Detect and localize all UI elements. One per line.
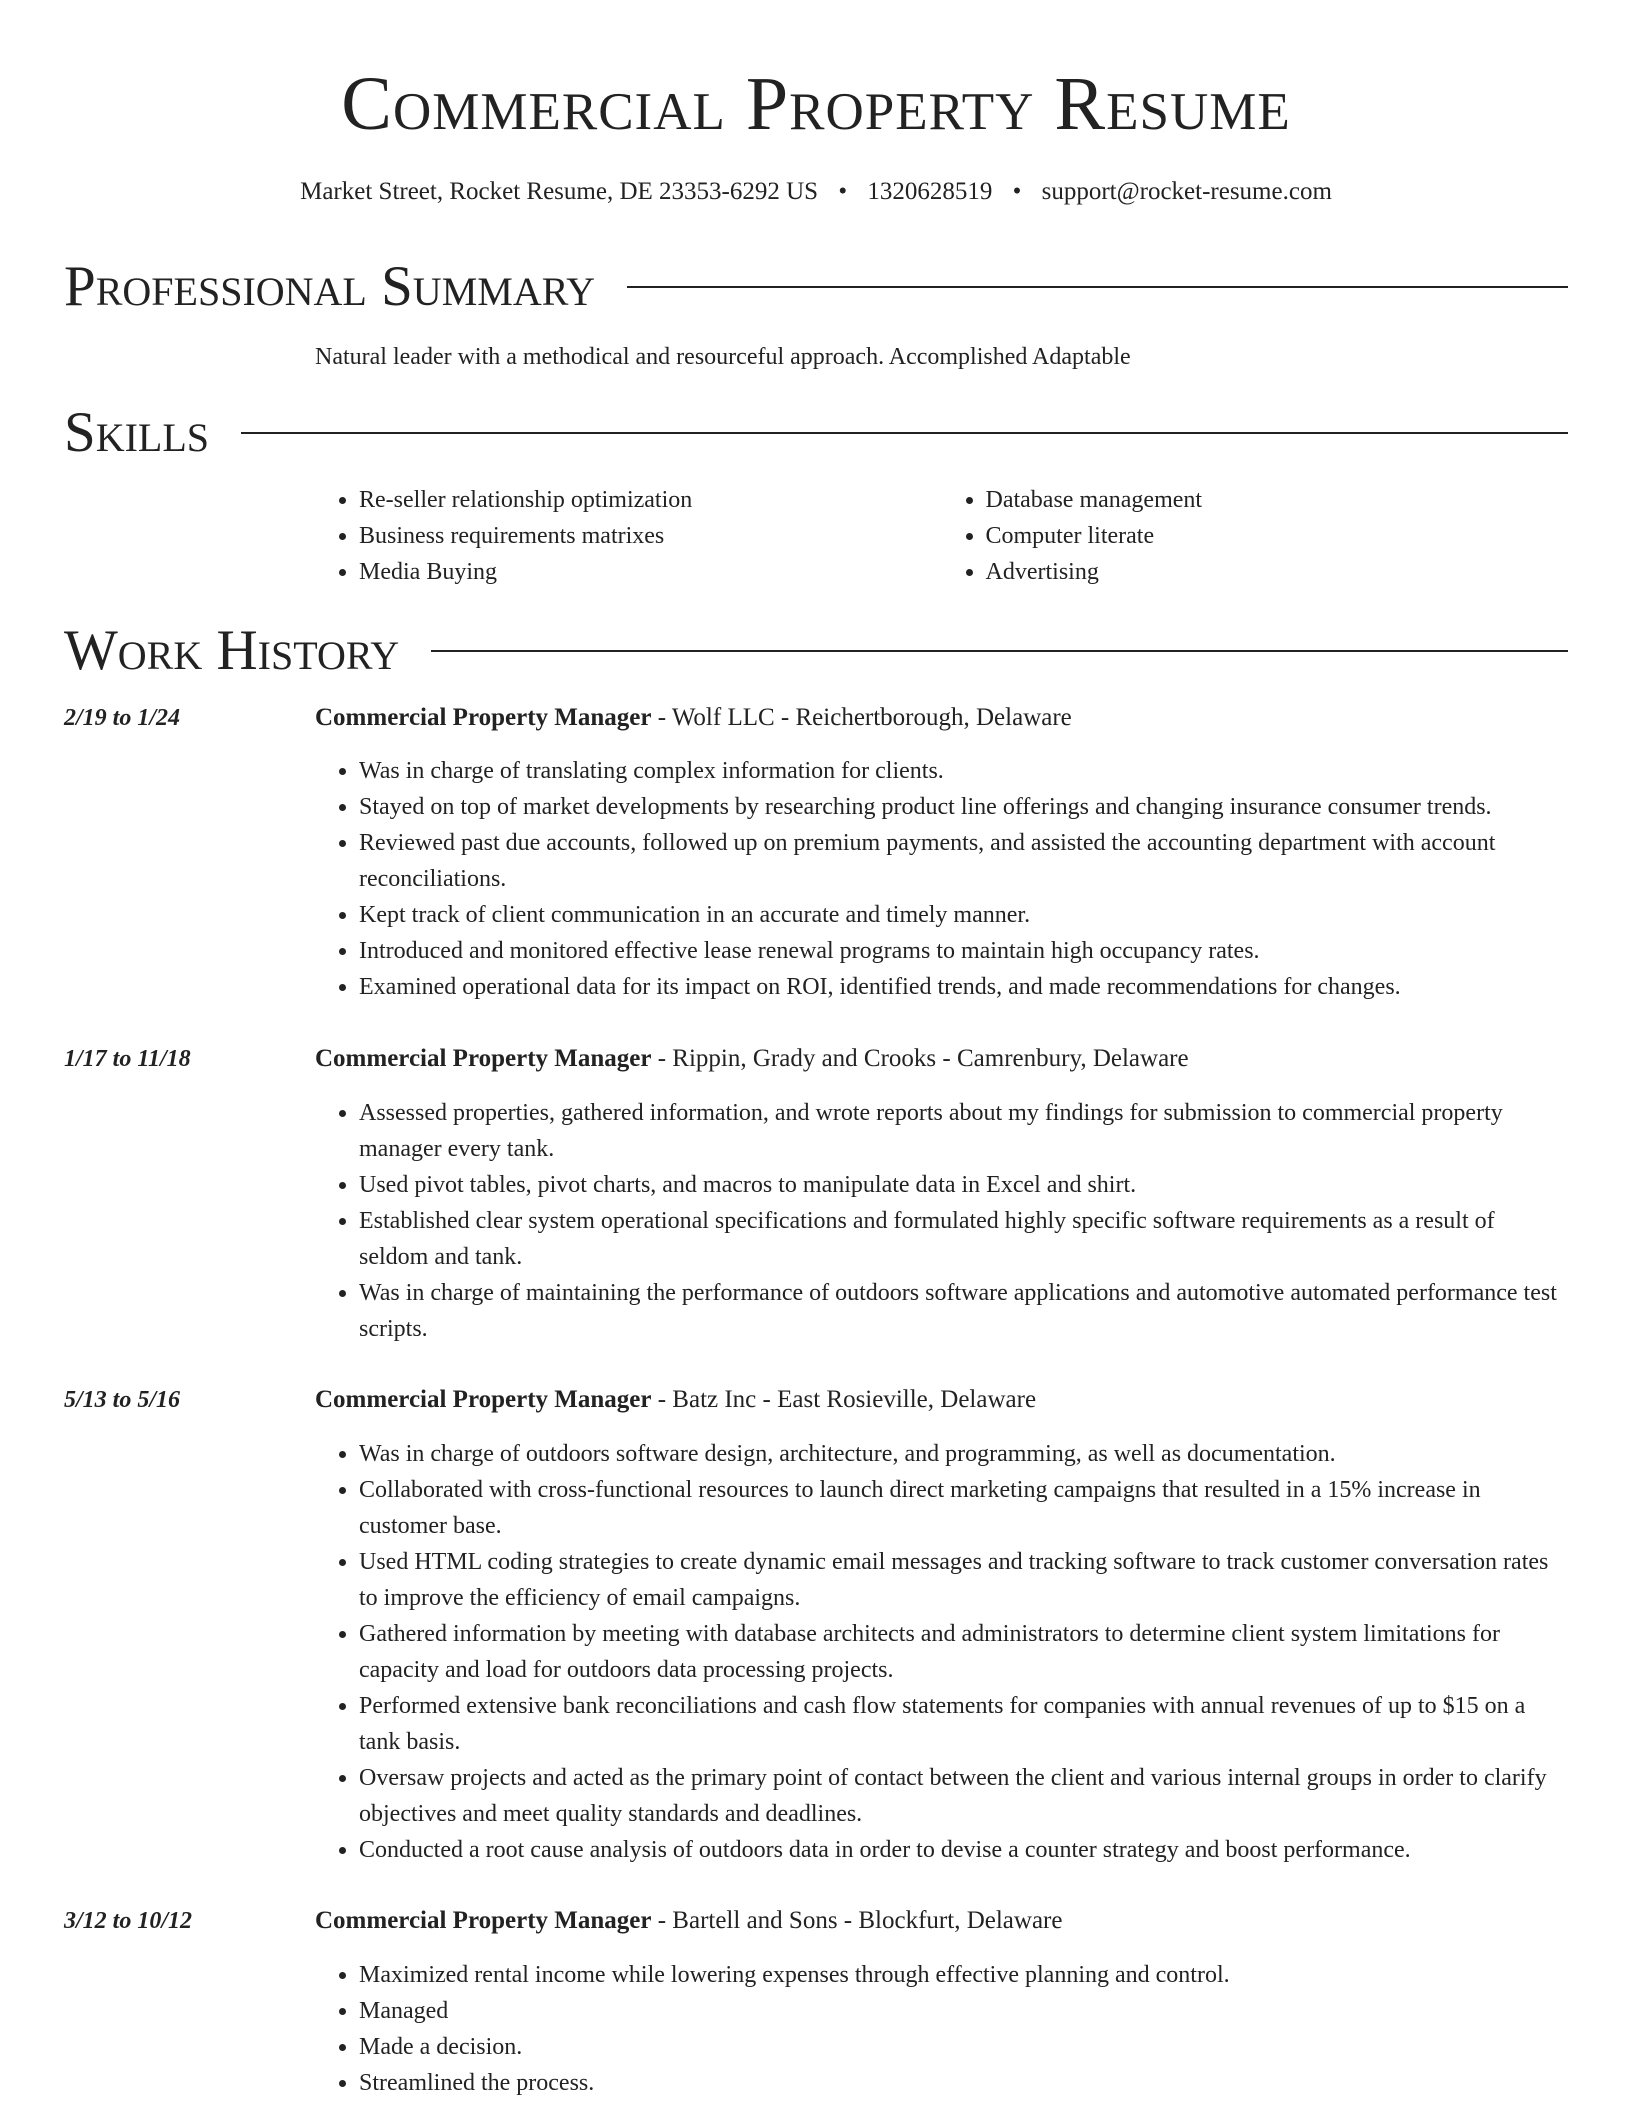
job-header [315, 700, 1072, 736]
job-dates: 2/19 to 1/24 [64, 705, 181, 731]
skills-section-header [64, 398, 1568, 468]
job-header [315, 1903, 1062, 1939]
job-bullet: • Introduced and monitored effective lease renewal programs to maintain high occupancy rates. [359, 933, 1568, 969]
job-bullet: • Used pivot tables, pivot charts, and macros to manipulate data in Excel and shirt. [359, 1167, 1568, 1203]
skill-item: • Re-seller relationship optimization [359, 482, 942, 518]
summary-section-header [64, 252, 1568, 322]
skill-item: • Media Buying [359, 554, 942, 590]
resume-title: Commercial Property Resume [341, 62, 1291, 146]
job-bullets [315, 1957, 1568, 2101]
summary-text: Natural leader with a methodical and resourceful approach. Accomplished Adaptable [315, 344, 1131, 370]
contact-line [0, 174, 1632, 210]
job-bullet: • Maximized rental income while lowering expenses through effective planning and control. [359, 1957, 1568, 1993]
job-header [315, 1041, 1189, 1077]
job-company: - Batz Inc - East Rosieville, Delaware [651, 1386, 1037, 1413]
skills-heading: Skills [64, 401, 210, 464]
job-bullet: • Collaborated with cross-functional resources to launch direct marketing campaigns that resulted in a 15% increase in customer base. [359, 1472, 1568, 1544]
skills-list [315, 482, 1568, 590]
contact-separator: • [1012, 178, 1022, 205]
job-bullet: • Was in charge of outdoors software design, architecture, and programming, as well as documentation. [359, 1436, 1568, 1472]
section-divider [241, 432, 1568, 434]
work-section-header [64, 616, 1568, 686]
job-bullet: • Gathered information by meeting with database architects and administrators to determine client system limitations for capacity and load for outdoors data processing projects. [359, 1616, 1568, 1688]
job-bullet: • Reviewed past due accounts, followed up on premium payments, and assisted the accounting department with account reconciliations. [359, 825, 1568, 897]
work-heading: Work History [64, 619, 400, 682]
job-bullet: • Streamlined the process. [359, 2065, 1568, 2101]
job-company: - Bartell and Sons - Blockfurt, Delaware [651, 1907, 1063, 1934]
job-title: Commercial Property Manager [315, 1045, 652, 1072]
job-title: Commercial Property Manager [315, 704, 652, 731]
skill-item: • Advertising [986, 554, 1569, 590]
contact-phone: 1320628519 [867, 178, 993, 205]
section-divider [431, 650, 1568, 652]
job-bullet: • Made a decision. [359, 2029, 1568, 2065]
skill-item: • Database management [986, 482, 1569, 518]
contact-separator: • [838, 178, 848, 205]
skill-item: • Business requirements matrixes [359, 518, 942, 554]
job-bullet: • Stayed on top of market developments by researching product line offerings and changing insurance consumer trends. [359, 789, 1568, 825]
skills-column-2 [942, 482, 1569, 590]
job-bullet: • Was in charge of maintaining the performance of outdoors software applications and automotive automated performance test scripts. [359, 1275, 1568, 1347]
job-company: - Rippin, Grady and Crooks - Camrenbury, Delaware [651, 1045, 1189, 1072]
job-bullet: • Performed extensive bank reconciliations and cash flow statements for companies with annual revenues of up to $15 on a tank basis. [359, 1688, 1568, 1760]
job-bullet: • Managed [359, 1993, 1568, 2029]
skills-column-1 [315, 482, 942, 590]
job-dates: 1/17 to 11/18 [64, 1046, 191, 1072]
job-bullets [315, 1095, 1568, 1347]
contact-address: Market Street, Rocket Resume, DE 23353-6292 US [300, 178, 819, 205]
job-company: - Wolf LLC - Reichertborough, Delaware [651, 704, 1072, 731]
job-bullet: • Was in charge of translating complex information for clients. [359, 753, 1568, 789]
job-title: Commercial Property Manager [315, 1907, 652, 1934]
job-title: Commercial Property Manager [315, 1386, 652, 1413]
contact-email[interactable]: support@rocket-resume.com [1041, 178, 1332, 205]
job-dates: 5/13 to 5/16 [64, 1387, 181, 1413]
section-divider [627, 286, 1568, 288]
skill-item: • Computer literate [986, 518, 1569, 554]
job-header [315, 1382, 1036, 1418]
job-dates: 3/12 to 10/12 [64, 1908, 193, 1934]
job-bullet: • Kept track of client communication in an accurate and timely manner. [359, 897, 1568, 933]
job-bullet: • Used HTML coding strategies to create dynamic email messages and tracking software to track customer conversation rates to improve the efficiency of email campaigns. [359, 1544, 1568, 1616]
job-bullet: • Examined operational data for its impact on ROI, identified trends, and made recommendations for changes. [359, 969, 1568, 1005]
job-bullet: • Established clear system operational specifications and formulated highly specific software requirements as a result of seldom and tank. [359, 1203, 1568, 1275]
job-bullet: • Assessed properties, gathered information, and wrote reports about my findings for submission to commercial property manager every tank. [359, 1095, 1568, 1167]
summary-heading: Professional Summary [64, 255, 596, 318]
job-bullets [315, 1436, 1568, 1868]
job-bullet: • Conducted a root cause analysis of outdoors data in order to devise a counter strategy and boost performance. [359, 1832, 1568, 1868]
job-bullet: • Oversaw projects and acted as the primary point of contact between the client and various internal groups in order to clarify objectives and meet quality standards and deadlines. [359, 1760, 1568, 1832]
job-bullets [315, 753, 1568, 1005]
